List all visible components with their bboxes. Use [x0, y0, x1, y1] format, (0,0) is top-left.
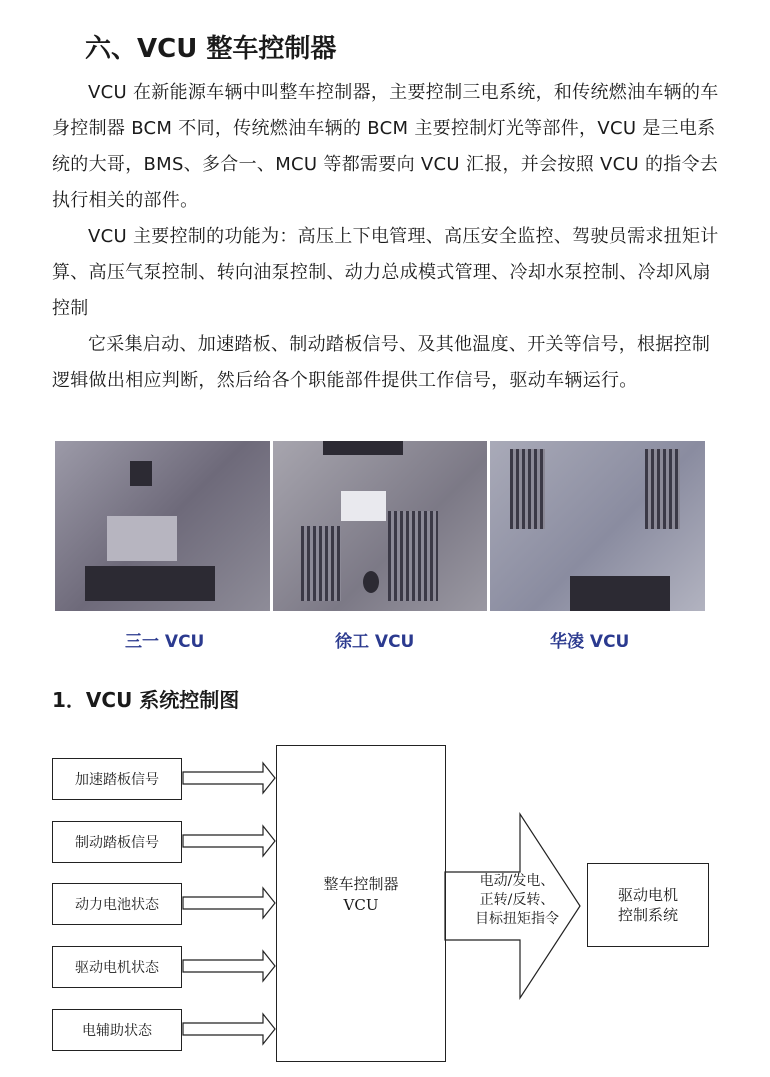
- paragraph-2: VCU 主要控制的功能为：高压上下电管理、高压安全监控、驾驶员需求扭矩计算、高压气泵控制、转向油泵控制、动力总成模式管理、冷却水泵控制、冷却风扇控制: [52, 226, 719, 319]
- paragraph-3: 它采集启动、加速踏板、制动踏板信号、及其他温度、开关等信号，根据控制逻辑做出相应判断，然后给各个职能部件提供工作信号，驱动车辆运行。: [52, 334, 711, 391]
- input-motor-status: 驱动电机状态: [52, 946, 182, 988]
- section-title: 六、VCU 整车控制器: [85, 34, 337, 64]
- motor-control-system-block: 驱动电机 控制系统: [587, 863, 709, 947]
- input-battery-status: 动力电池状态: [52, 883, 182, 925]
- input-accelerator-signal: 加速踏板信号: [52, 758, 182, 800]
- controller-label: 整车控制器: [323, 875, 399, 893]
- controller-abbr: VCU: [343, 896, 379, 914]
- subsection-title: 1．VCU 系统控制图: [52, 688, 240, 712]
- photo-caption-hualing: 华凌 VCU: [550, 632, 630, 652]
- paragraph-1: VCU 在新能源车辆中叫整车控制器，主要控制三电系统，和传统燃油车辆的车身控制器 BCM 不同，传统燃油车辆的 BCM 主要控制灯光等部件，VCU 是三电系统的大哥，BMS、多合一、MCU 等都需要向 VCU 汇报，并会按照 VCU 的指令去执行相关的部件。: [52, 82, 719, 211]
- vcu-controller-block: [276, 745, 446, 1062]
- input-brake-signal: 制动踏板信号: [52, 821, 182, 863]
- output-command-label: 电动/发电、 正转/反转、 目标扭矩指令: [475, 873, 559, 927]
- input-aux-status: 电辅助状态: [52, 1009, 182, 1051]
- photo-caption-xcmg: 徐工 VCU: [335, 632, 415, 652]
- photo-caption-sany: 三一 VCU: [125, 632, 205, 652]
